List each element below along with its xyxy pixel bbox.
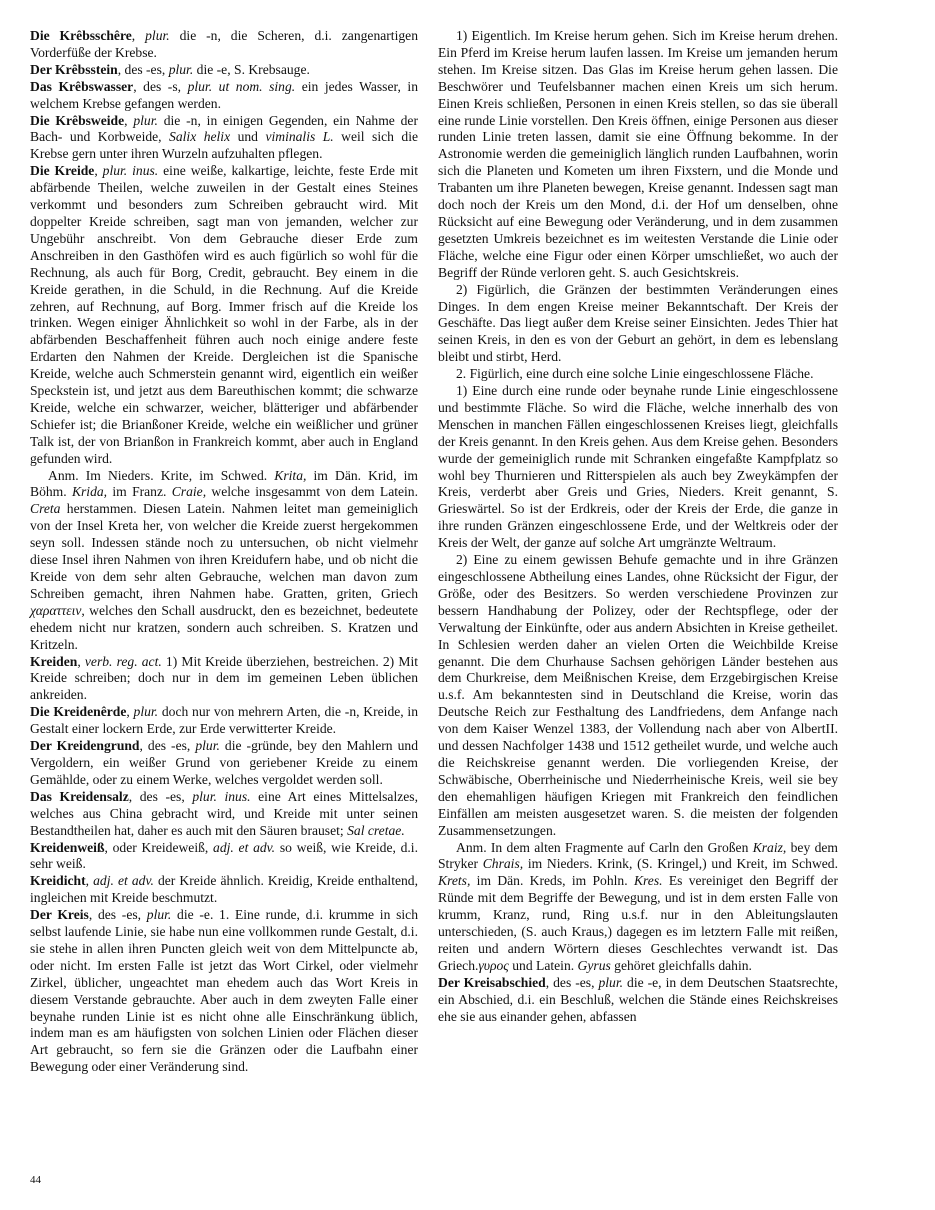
italic-text: adj. et adv. xyxy=(93,873,154,889)
body-text: die -e. 1. Eine runde, d.i. krumme in sich selbst laufende Linie, sie habe nun eine vollkommen runde Gestalt, d.i. sie stehe in allen ihren Puncten gleich weit von dem Mittelpuncte ab, oder nicht. Im ersten Falle ist jetzt das Wort Cirkel, oder vielmehr Zirkel, üblicher, ungeachtet man ehedem auch das Wort Kreis in diesem Verstande gebrauchte. Aber auch in dem zweyten Falle einer beynahe runden Linie ist es nicht ohne alle Einschränkung üblich, indem man es am häufigsten von solchen Linien oder Flächen dieser Art gebraucht, so fern sie die Gränzen oder die Laufbahn einer Bewegung oder einer Veränderung sind. xyxy=(30,907,418,1075)
body-text: , des -es, xyxy=(545,974,599,990)
entry-paragraph xyxy=(438,552,838,839)
body-text: , des -es, xyxy=(117,61,169,77)
body-text: die -gründe, bey den Mahlern und Vergoldern, ein weißer Grund von geriebener Kreide zu einem Gemählde, oder zu einem Werke, welches vergoldet werden soll. xyxy=(30,738,419,787)
body-text: ein jedes Wasser, in welchem Krebse gefangen werden. xyxy=(30,78,418,111)
italic-text: plur. xyxy=(195,738,220,754)
body-text: die -n, die Scheren, d.i. zangenartigen Vorderfüße der Krebse. xyxy=(30,28,418,60)
body-text: , xyxy=(131,28,146,43)
italic-text: Salix helix xyxy=(169,129,231,145)
headword: Die Krêbsweide xyxy=(30,112,125,128)
italic-text: Chrais, xyxy=(482,856,524,872)
entry-paragraph xyxy=(30,654,418,705)
entry-paragraph xyxy=(438,840,838,975)
body-text: die -e, in dem Deutschen Staatsrechte, ein Abschied, d.i. ein Beschluß, welchen die Stände eines Reichskreises ehe sie aus einander gehen, abfassen xyxy=(438,974,838,1024)
body-text: , xyxy=(124,112,134,128)
left-column xyxy=(30,28,418,1076)
body-text: 2) Figürlich, die Gränzen der bestimmten Veränderungen eines Dinges. In dem engen Kreise meiner Bekanntschaft. Der Kreis der Geschäfte. Das liegt außer dem Kreise seiner Einsichten. Jedes Thier hat seinen Kreis, in den es von der Geburt an gehört, in dem es lebenslang bleibt und stirbt, Herd. xyxy=(438,281,838,365)
italic-text: χαραττειν xyxy=(30,602,82,618)
italic-text: Gyrus xyxy=(577,957,611,973)
body-text: , des -es, xyxy=(139,738,196,754)
body-text: 1) Eigentlich. Im Kreise herum gehen. Sich im Kreise herum drehen. Ein Pferd im Kreise herum laufen lassen. Im Kreise um jemanden herum stehen. Im Kreise sitzen. Das Glas im Kreise herum gehen lassen. Die Beschwörer und Teufelsbanner machen einen Kreis um sich herum. Einen Kreis schließen, Personen in einen Kreis stellen, so das sie überall eine runde Linie vorstellen. Den Kreis öffnen, einige Personen aus dieser runden Linie treten lassen, damit sie eine Öffnung bekomme. In der Astronomie werden die gemeiniglich länglich runden Laufbahnen, worin sich die Planeten und Kometen um ihren Fixstern, und die Monde und Trabanten um ihre Planeten bewegen, Kreise genannt. Indessen sagt man doch noch der Kreis um den Mond, d.i. der Hof um denselben, ohne Rücksicht auf eine Bewegung oder Veränderung, und in dem zusammen gesetzten Umkreis bezeichnet es im weitesten Verstande die Linie oder Fläche, welche eine Figur oder einen Körper umschließet, wo auch der Begriff der Ründe verloren geht. S. auch Gesichtskreis. xyxy=(438,28,838,280)
italic-text: viminalis L. xyxy=(265,129,334,145)
body-text: 2. Figürlich, eine durch eine solche Linie eingeschlossene Fläche. xyxy=(456,366,814,382)
entry-paragraph xyxy=(30,840,418,874)
body-text: der Kreide ähnlich. Kreidig, Kreide enthaltend, ingleichen mit Kreide beschmutzt. xyxy=(30,873,418,906)
body-text: 1) Eine durch eine runde oder beynahe runde Linie eingeschlossene und bestimmte Fläche. So wird die Fläche, welche innerhalb des von Menschen in manchen Fällen eingeschlossenen Kreises liegt, gleichfalls der Kreis genannt. In den Kreis gehen. Aus dem Kreise gehen. Besonders wurde der gemeiniglich runde mit Schranken eingefaßte Kampfplatz so wohl bey Thurnieren und Ritterspielen als auch bey Zweykämpfen der Kreis, verderbt aber Greis und Gries, Nieders. Kreit genannt, S. Grieswärtel. So ist der Erdkreis, oder der Kreis der Erde, die ganze in ihre runden Gränzen eingeschlossene Erde, und der Weltkreis oder der Kreis der Welt, der ganze auf solche Art umgränzte Weltraum. xyxy=(438,383,838,551)
italic-text: plur. xyxy=(168,61,194,77)
entry-paragraph xyxy=(438,383,838,552)
body-text: Anm. Im Nieders. Krite, im Schwed. xyxy=(48,467,275,483)
headword: Der Kreisabschied xyxy=(438,974,546,990)
italic-text: Krita, xyxy=(274,467,307,483)
italic-text: plur. xyxy=(145,28,170,43)
entry-paragraph xyxy=(30,163,418,467)
body-text: im Franz. xyxy=(107,484,172,500)
italic-text: adj. et adv. xyxy=(213,839,276,855)
entry-paragraph xyxy=(30,113,418,164)
body-text: , des -s, xyxy=(133,78,188,94)
entry-paragraph xyxy=(30,468,418,654)
italic-text: plur. xyxy=(133,704,159,720)
entry-paragraph xyxy=(30,62,418,79)
entry-paragraph xyxy=(30,28,418,62)
body-text: im Nieders. Krink, (S. Kringel,) und Kreit, im Schwed. xyxy=(523,856,838,872)
entry-paragraph xyxy=(30,738,418,789)
right-column xyxy=(438,28,838,1025)
entry-paragraph xyxy=(438,282,838,367)
body-text: , oder Kreideweiß, xyxy=(104,839,214,855)
headword: Das Krêbswasser xyxy=(30,78,134,94)
italic-text: Creta xyxy=(30,501,61,517)
entry-paragraph xyxy=(30,907,418,1076)
body-text: herstammen. Diesen Latein. Nahmen leitet man gemeiniglich von der Insel Kreta her, von welcher die Kreide zuerst hergekommen seyn soll. Indessen stände noch zu untersuchen, ob nicht vielmehr diese Insel ihren Nahmen von ihren Kreidufern habe, und ob nicht die Kreide von dem sehr alten Gebrauche, welchen man davon zum Schreiben gemacht, ihren Nahmen habe. Gratten, griten, Griech xyxy=(30,501,418,601)
body-text: eine Art eines Mittelsalzes, welches aus China gebracht wird, und Kreide mit unter seinen Bestandtheilen hat, daher es auch mit den Säuren brauset; xyxy=(30,788,418,838)
italic-text: verb. reg. act. xyxy=(84,653,162,669)
body-text: bey dem Stryker xyxy=(438,839,838,872)
entry-paragraph xyxy=(30,873,418,907)
page-number: 44 xyxy=(30,1174,41,1186)
body-text: die -n, in einigen Gegenden, ein Nahme der Bach- und Korbweide, xyxy=(30,112,418,145)
body-text: gehöret gleichfalls dahin. xyxy=(610,957,752,973)
italic-text: plur. inus. xyxy=(192,788,251,804)
italic-text: plur. xyxy=(598,974,624,990)
headword: Das Kreidensalz xyxy=(30,788,129,804)
headword: Die Krêbsschêre xyxy=(30,28,132,43)
entry-paragraph xyxy=(438,975,838,1026)
italic-text: plur. xyxy=(146,907,172,923)
italic-text: plur. inus. xyxy=(102,163,159,179)
headword: Der Kreis xyxy=(30,907,89,923)
headword: Der Kreidengrund xyxy=(30,738,140,754)
italic-text: Krets, xyxy=(438,873,471,889)
italic-text: plur. ut nom. sing. xyxy=(187,78,296,94)
body-text: und xyxy=(230,129,266,145)
entry-paragraph xyxy=(30,79,418,113)
italic-text: Kraiz, xyxy=(752,839,787,855)
body-text: die -e, S. Krebsauge. xyxy=(193,61,310,77)
body-text: doch nur von mehrern Arten, die -n, Kreide, in Gestalt einer lockern Erde, zur Erde verwitterter Kreide. xyxy=(30,704,418,737)
italic-text: plur. xyxy=(133,112,158,128)
headword: Kreidicht xyxy=(30,873,86,889)
body-text: eine weiße, kalkartige, leichte, feste Erde mit abfärbende Theilen, welche zuweilen in der Gestalt eines Steines verkommt und besonders zum Schreiben gebraucht wird. Mit doppelter Kreide schreiben, sagt man von jemanden, welcher zur Ungebühr anschreibt. Von dem Gebrauche dieser Erde zum Anschreiben in den Gasthöfen wird es auch figürlich so wohl für die Rechnung, als auch für Borg, Credit, gebraucht. Bey einem in die Kreide gerathen, in die Schuld, in die Rechnung. Auf die Kreide zehren, auf Rechnung, auf Borg. Immer frisch auf die Kreide los trinken. Wegen einiger Ähnlichkeit so wohl in der Farbe, als in der abfärbenden Beschaffenheit führen auch noch einige andere feste Erdarten den Nahmen der Kreide. Dergleichen ist die Spanische Kreide, welche auch Schmerstein genannt wird, eigentlich ein weißer Speckstein ist, und jetzt aus dem Bareuthischen kommt; die schwarze Kreide, welche ein schwarzer, weicher, blätteriger und abfärbender Schiefer ist; die Brianßoner Kreide, welche ein weißlicher und grüner Talk ist, der von Brianßon in Frankreich kommt, aber auch in England gefunden wird. xyxy=(30,163,419,466)
entry-paragraph xyxy=(30,704,418,738)
body-text: , xyxy=(94,163,103,179)
body-text: , xyxy=(77,653,85,669)
entry-paragraph xyxy=(30,789,418,840)
body-text: , welches den Schall ausdruckt, den es bezeichnet, bedeutete ehedem nicht nur kratzen, sondern auch schreiben. S. Kratzen und Kritzeln. xyxy=(30,602,418,652)
italic-text: Craie, xyxy=(171,484,207,500)
body-text: 1) Mit Kreide überziehen, bestreichen. 2) Mit Kreide schreiben; doch nur in dem im gemeinen Leben üblichen ankreiden. xyxy=(30,653,418,703)
body-text: , xyxy=(126,704,134,720)
body-text: im Dän. Kreds, im Pohln. xyxy=(470,873,634,889)
headword: Die Kreide xyxy=(30,163,95,179)
body-text: , des -es, xyxy=(88,907,147,923)
body-text: im Dän. Krid, im Böhm. xyxy=(30,467,418,500)
body-text: so weiß, wie Kreide, d.i. sehr weiß. xyxy=(30,839,418,872)
italic-text: Krida, xyxy=(71,484,108,500)
italic-text: γυρος xyxy=(478,957,509,973)
body-text: welche insgesammt von dem Latein. xyxy=(206,484,419,500)
headword: Kreidenweiß xyxy=(30,839,105,855)
headword: Kreiden xyxy=(30,653,78,669)
italic-text: Sal cretae. xyxy=(347,822,405,838)
body-text: , xyxy=(85,873,94,889)
body-text: 2) Eine zu einem gewissen Behufe gemachte und in ihre Gränzen eingeschlossene Abtheilung eines Landes, ohne Rücksicht der Figur, der Größe, oder des Besitzers. So werden verschiedene Provinzen zur bessern Handhabung der Polizey, oder der Rechtspflege, oder der Verwaltung der Einkünfte, oder aus andern Absichten in Kreise getheilet. In Schlesien werden daher an vielen Orten die Weichbilde Kreise genannt. Die dem Churhause Sachsen gehörigen Länder bestehen aus dem Churkreise, dem Meißnischen Kreise, dem Erzgebirgischen Kreise u.s.f. Am bekanntesten sind in Deutschland die Kreise, worin das Deutsche Reich zur Festhaltung des Landfriedens, dem Anfange nach von dem Kaiser Wenzel 1383, der Vollendung nach aber von AlbertII. und dessen Nachfolger 1438 und 1512 getheilet wurde, und welche auch die Reichskreise genannt werden. Die vorliegenden Kreise, der Schwäbische, Oberrheinische und Niederrheinische Kreis, weil sie bey den ehemahligen häufigen Kriegen mit Frankreich den feindlichen Einfällen am meisten ausgesetzet waren. S. die meisten der folgenden Zusammensetzungen. xyxy=(438,552,838,838)
entry-paragraph xyxy=(438,28,838,282)
body-text: weil sich die Krebse gern unter ihren Wurzeln aufzuhalten pflegen. xyxy=(30,129,419,162)
headword: Der Krêbsstein xyxy=(30,61,118,77)
italic-text: Kres. xyxy=(633,873,663,889)
entry-paragraph xyxy=(438,366,838,383)
body-text: Es vereiniget den Begriff der Ründe mit dem Begriffe der Bewegung, und ist in dem ersten Falle von krumm, Kranz, rund, Ring u.s.f. nur in den Ableitungslauten unterschieden, (S. auch Kraus,) dagegen es im letztern Falle mit reißen, reiten und andern Wörtern dieses Geschlechtes verwandt ist. Das Griech. xyxy=(438,873,838,973)
body-text: Anm. In dem alten Fragmente auf Carln den Großen xyxy=(456,839,753,855)
dictionary-page xyxy=(30,28,910,1188)
body-text: , des -es, xyxy=(128,788,193,804)
headword: Die Kreidenêrde xyxy=(30,704,127,720)
body-text: und Latein. xyxy=(508,957,578,973)
